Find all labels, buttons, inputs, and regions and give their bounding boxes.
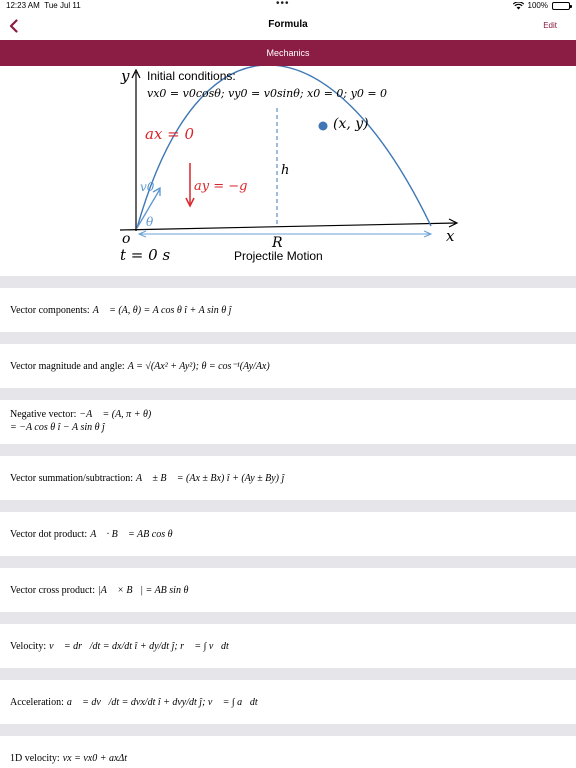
formula-expression: A⃗ · B⃗ = AB cos θ — [90, 528, 173, 540]
status-time: 12:23 AM Tue Jul 11 — [6, 1, 81, 10]
height-label: h — [281, 163, 290, 178]
formula-row-vector-summation[interactable] — [0, 456, 576, 500]
range-label: R — [272, 235, 283, 251]
formula-row-1d-velocity[interactable] — [0, 736, 576, 768]
formula-label: Acceleration: — [10, 696, 64, 708]
formula-expression: v⃗ = dr⃗/dt = dx/dt î + dy/dt ĵ; r⃗ = ∫ v⃗dt — [49, 640, 229, 652]
formula-expression: a⃗ = dv⃗/dt = dvx/dt î + dvy/dt ĵ; v⃗ = ∫ a⃗dt — [66, 696, 258, 708]
x-axis-line — [120, 223, 456, 230]
formula-label: Velocity: — [10, 640, 47, 652]
formula-label: Vector cross product: — [10, 584, 95, 596]
multitasking-dots-icon[interactable]: ••• — [276, 0, 290, 9]
status-right — [513, 1, 570, 10]
nav-bar — [0, 12, 576, 40]
formula-label: Vector dot product: — [10, 528, 88, 540]
separator — [0, 388, 576, 400]
y-axis-label: y — [121, 67, 130, 85]
ax-label: ax = 0 — [145, 125, 195, 143]
initial-velocity-label: v0 — [140, 180, 155, 194]
formula-label: Vector components: — [10, 304, 90, 316]
origin-label: o — [122, 231, 131, 247]
status-bar — [0, 0, 576, 12]
formula-row-dot-product[interactable] — [0, 512, 576, 556]
point-label: (x, y) — [333, 116, 369, 132]
formula-row-vector-magnitude[interactable] — [0, 344, 576, 388]
trajectory-point — [319, 122, 328, 131]
theta-label: θ — [146, 215, 154, 229]
initial-conditions-values: vx0 = v0cosθ; vy0 = v0sinθ; x0 = 0; y0 = 0 — [147, 87, 388, 100]
separator — [0, 500, 576, 512]
formula-line — [10, 409, 151, 420]
page-title: Formula — [268, 19, 308, 30]
formula-expression: A⃗ ± B⃗ = (Ax ± Bx) î + (Ay ± By) ĵ — [136, 472, 285, 484]
diagram-caption: Projectile Motion — [234, 249, 323, 263]
ay-label: ay = −g — [194, 179, 248, 194]
formula-expression: vx = vx0 + axΔt — [62, 752, 128, 764]
formula-label: 1D velocity: — [10, 752, 60, 764]
formula-row-negative-vector[interactable] — [0, 400, 576, 444]
formula-list — [0, 276, 576, 768]
separator — [0, 724, 576, 736]
separator — [0, 332, 576, 344]
battery-percent: 100% — [527, 1, 548, 10]
wifi-icon — [513, 2, 524, 10]
edit-button[interactable]: Edit — [543, 21, 557, 30]
formula-expression: A = √(Ax² + Ay²); θ = cos⁻¹(Ay/Ax) — [127, 360, 270, 372]
separator — [0, 668, 576, 680]
formula-expression: |A⃗ × B⃗| = AB sin θ — [97, 584, 189, 596]
x-axis-label: x — [446, 227, 455, 245]
initial-conditions-title: Initial conditions: — [147, 69, 236, 83]
separator — [0, 612, 576, 624]
projectile-motion-diagram — [0, 66, 576, 276]
formula-row-cross-product[interactable] — [0, 568, 576, 612]
formula-expression-continued: = −A cos θ î − A sin θ ĵ — [10, 422, 105, 433]
formula-label: Vector summation/subtraction: — [10, 472, 134, 484]
back-button[interactable] — [4, 16, 24, 36]
formula-label: Negative vector: — [10, 409, 77, 420]
formula-row-velocity[interactable] — [0, 624, 576, 668]
section-header: Mechanics — [0, 40, 576, 66]
separator — [0, 444, 576, 456]
formula-row-acceleration[interactable] — [0, 680, 576, 724]
separator — [0, 556, 576, 568]
formula-label: Vector magnitude and angle: — [10, 360, 125, 372]
battery-icon — [552, 2, 570, 10]
chevron-left-icon — [9, 19, 19, 33]
time-label: t = 0 s — [120, 246, 171, 264]
separator — [0, 276, 576, 288]
formula-row-vector-components[interactable] — [0, 288, 576, 332]
formula-expression: A⃗ = (A, θ) = A cos θ î + A sin θ ĵ — [92, 304, 232, 316]
formula-expression: −A⃗ = (A, π + θ) — [79, 409, 152, 420]
